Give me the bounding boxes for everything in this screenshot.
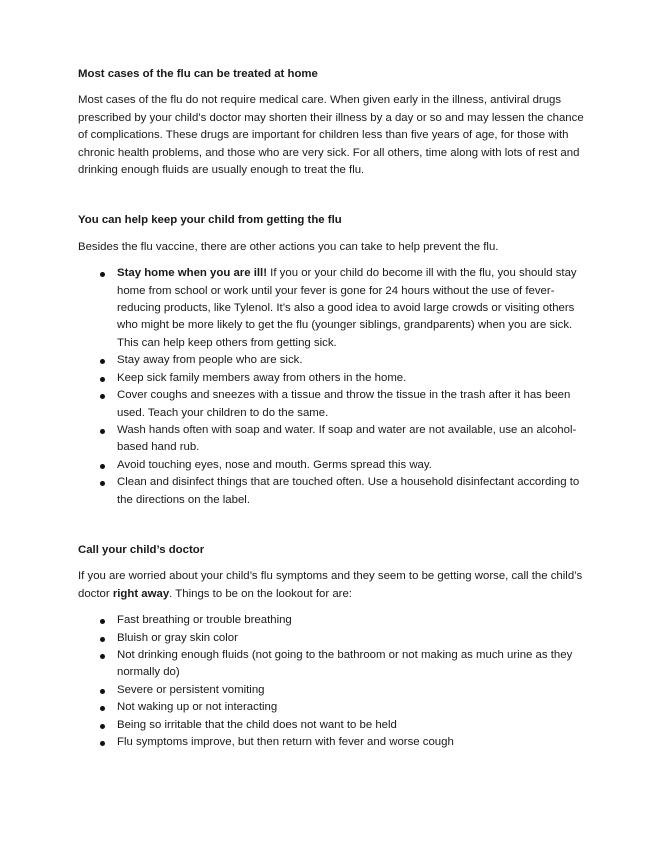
paragraph-prevention-intro: Besides the flu vaccine, there are other actions you can take to help prevent the flu. (78, 240, 499, 253)
list-item-text: Flu symptoms improve, but then return with fever and worse cough (117, 736, 454, 748)
list-item-text: Fast breathing or trouble breathing (117, 614, 292, 627)
list-item-text: Clean and disinfect things that are touched often. Use a household disinfectant according to the directions on the label. (117, 476, 580, 506)
list-item (78, 699, 584, 716)
bullet-icon (100, 429, 105, 434)
list-item-text: Not waking up or not interacting (117, 701, 278, 714)
list-item-bold: Stay home when you are ill! (117, 267, 268, 280)
list-item-text: Not drinking enough fluids (not going to the bathroom or not making as much urine as they normally do) (117, 648, 573, 679)
bullet-icon (100, 619, 105, 624)
list-item-text: Cover coughs and sneezes with a tissue and throw the tissue in the trash after it has been used. Teach your children to do the same. (117, 389, 571, 419)
bullet-icon (100, 706, 105, 711)
list-item (78, 612, 584, 629)
bullet-icon (100, 741, 105, 746)
section-heading-prevention: You can help keep your child from getting the flu (78, 214, 342, 227)
bullet-icon (100, 724, 105, 729)
prevention-list (78, 265, 584, 509)
list-item-text: Keep sick family members away from others in the home. (117, 371, 407, 384)
list-item-text: If you or your child do become ill with the flu, you should stay home from school or work until your fever is gone for 24 hours without the use of fever-reducing products, like Tylenol. It’s also a good idea to avoid large crowds or visiting others who might be more likely to get the flu (younger siblings, grandparents) when you are sick. This can help keep others from getting sick. (117, 267, 577, 349)
list-item (78, 474, 584, 509)
intro-text-after: . Things to be on the lookout for are: (169, 587, 352, 600)
warning-signs-list (78, 612, 584, 751)
bullet-icon (100, 481, 105, 486)
list-item (78, 717, 584, 734)
list-item (78, 387, 584, 422)
bullet-icon (100, 654, 105, 659)
paragraph-home-treatment: Most cases of the flu do not require medical care. When given early in the illness, antiviral drugs prescribed by your child’s doctor may shorten their illness by a day or so and may lessen the chance of complications. These drugs are important for children less than five years of age, for those with chronic health problems, and those who are very sick. For all others, time along with lots of rest and drinking enough fluids are usually enough to treat the flu. (78, 94, 584, 177)
list-item (78, 682, 584, 699)
list-item (78, 370, 584, 387)
bullet-icon (100, 377, 105, 382)
list-item-text: Bluish or gray skin color (117, 631, 238, 644)
list-item-text: Avoid touching eyes, nose and mouth. Germs spread this way. (117, 458, 432, 471)
bullet-icon (100, 394, 105, 399)
section-heading-home-treatment: Most cases of the flu can be treated at home (78, 68, 318, 80)
list-item (78, 457, 584, 474)
bullet-icon (100, 464, 105, 469)
list-item (78, 630, 584, 647)
list-item (78, 647, 584, 682)
list-item (78, 352, 584, 369)
intro-text-bold: right away (112, 587, 170, 600)
document-page (78, 66, 584, 751)
list-item-text: Being so irritable that the child does not want to be held (117, 718, 397, 731)
section-heading-call-doctor: Call your child’s doctor (78, 543, 205, 556)
list-item (78, 734, 584, 751)
bullet-icon (100, 359, 105, 364)
bullet-icon (100, 637, 105, 642)
bullet-icon (100, 689, 105, 694)
paragraph-call-doctor-intro (78, 568, 584, 603)
bullet-icon (100, 272, 105, 277)
list-item-text: Wash hands often with soap and water. If soap and water are not available, use an alcohol-based hand rub. (117, 423, 577, 454)
list-item-text: Severe or persistent vomiting (117, 683, 265, 696)
intro-text-before: If you are worried about your child’s flu symptoms and they seem to be getting worse, call the child’s doctor (78, 570, 583, 600)
list-item-text: Stay away from people who are sick. (117, 354, 303, 367)
list-item (78, 422, 584, 457)
list-item (78, 265, 584, 352)
